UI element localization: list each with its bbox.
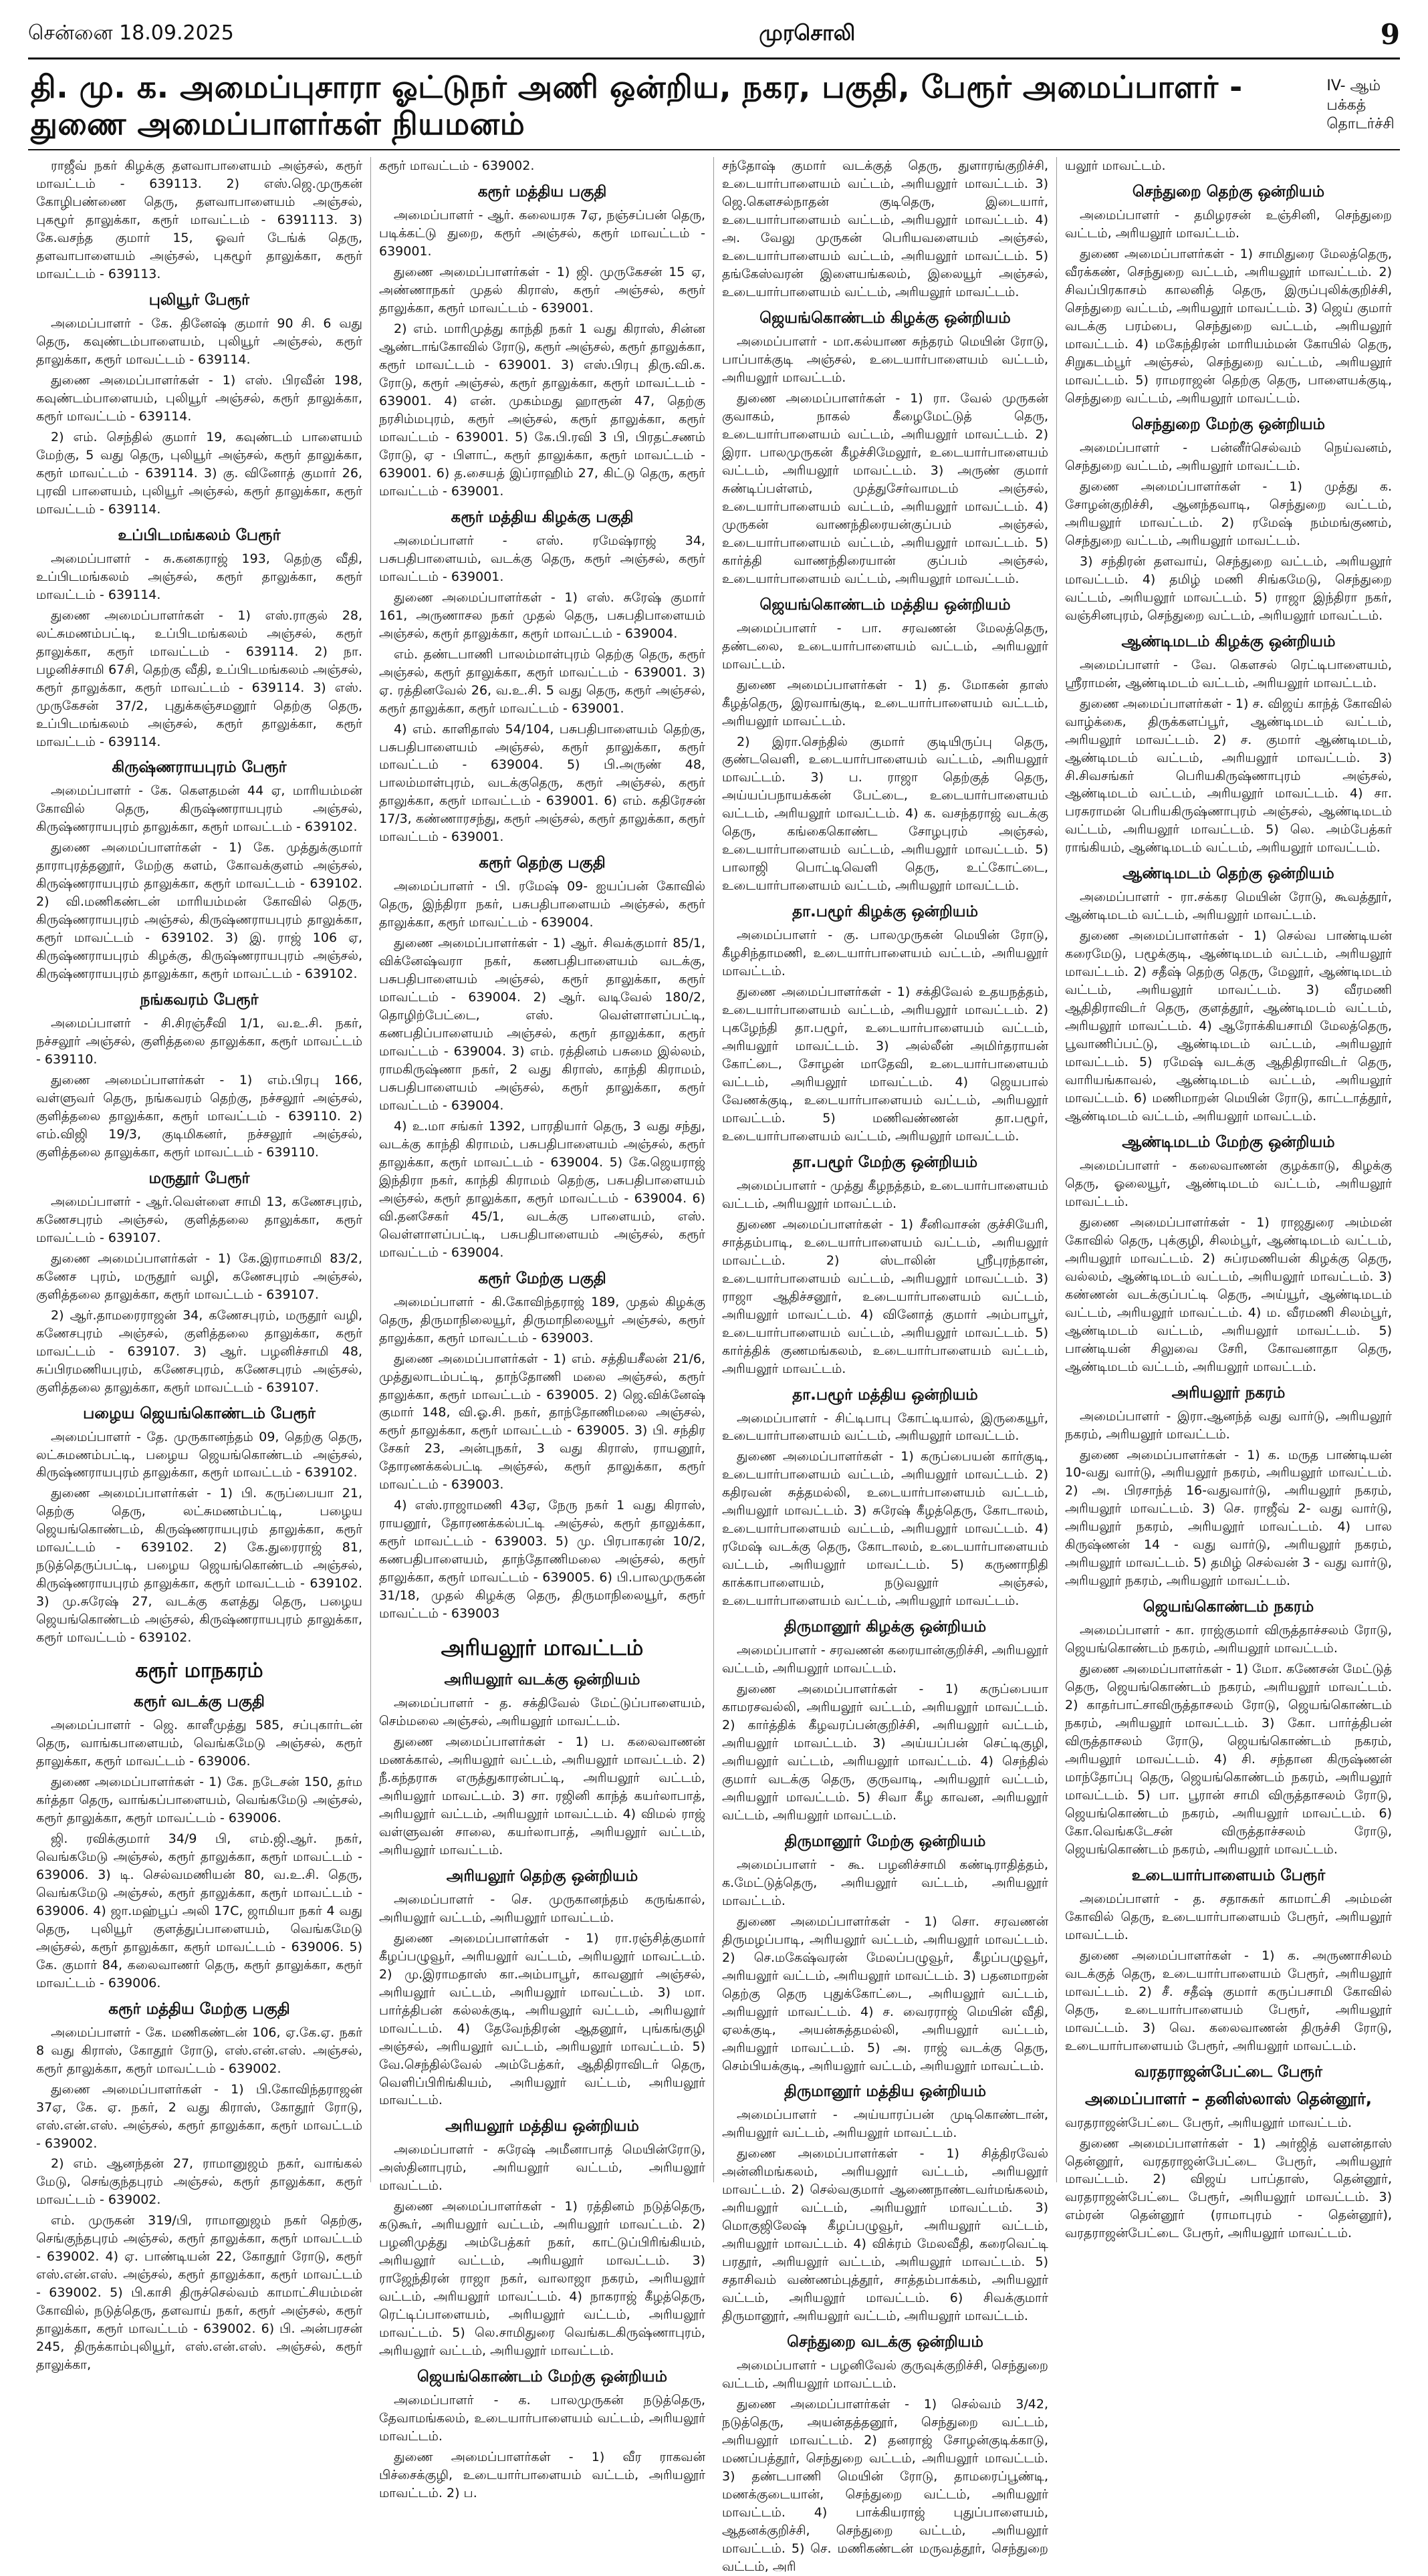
- body-paragraph: துணை அமைப்பாளர்கள் - 1) ஆர். சிவக்குமார் 85/1, விக்னேஷ்வரா நகர், கணபதிபாளையம் வடக்கு, பசுபதிபாளையம் அஞ்சல், கரூர் தாலுக்கா, கரூர் மாவட்டம் - 639004. 2) ஆர். வடிவேல் 180/2, தொழிற்பேட்டை, எஸ். வெள்ளாளப்பட்டி, கணபதிப்பாளையம் அஞ்சல், கரூர் தாலுக்கா, கரூர் மாவட்டம் - 639004. 3) எம். ரத்தினம் பசுமை இல்லம், ராமகிருஷ்ணா நகர், 2 வது கிராஸ், காந்தி கிராமம், பசுபதிபாளையம் அஞ்சல், கரூர் தாலுக்கா, கரூர் மாவட்டம் - 639004.: [379, 936, 705, 1113]
- body-paragraph: அமைப்பாளர் - கே. தினேஷ் குமார் 90 சி. 6 வது தெரு, கவுண்டம்பாளையம், புலியூர் அஞ்சல், கரூர் தாலுக்கா, கரூர் மாவட்டம் - 639114.: [36, 316, 362, 368]
- body-paragraph: அமைப்பாளர் - செ. முருகானந்தம் கருங்கால், அரியலூர் வட்டம், அரியலூர் மாவட்டம்.: [379, 1892, 705, 1925]
- body-paragraph: அமைப்பாளர் - க. பாலமுருகன் நடுத்தெரு, தேவாமங்கலம், உடையார்பாளையம் வட்டம், அரியலூர் மாவட்டம்.: [379, 2393, 705, 2444]
- body-paragraph: துணை அமைப்பாளர்கள் - 1) மோ. கணேசன் மேட்டுத் தெரு, ஜெயங்கொண்டம் நகரம், அரியலூர் மாவட்டம். 2) காதர்பாட்சாவிருத்தாசலம் ரோடு, ஜெயங்கொண்டம் நகரம், அரியலூர் மாவட்டம். 3) கோ. பார்த்திபன் விருத்தாசலம் ரோடு, ஜெயங்கொண்டம் நகரம், அரியலூர் மாவட்டம். 4) சி. சந்தான கிருஷ்ணன் மாந்தோப்பு தெரு, ஜெயங்கொண்டம் நகரம், அரியலூர் மாவட்டம். 5) பா. பூரான் சாமி விருத்தாசலம் ரோடு, ஜெயங்கொண்டம் நகரம், அரியலூர் மாவட்டம். 6) கோ.வெங்கடேசன் விருத்தாச்சலம் ரோடு, ஜெயங்கொண்டம் நகரம், அரியலூர் மாவட்டம்.: [1065, 1662, 1392, 1857]
- body-paragraph: அமைப்பாளர் - பன்னீர்செல்வம் நெய்வனம், செந்துறை வட்டம், அரியலூர் மாவட்டம்.: [1065, 440, 1392, 473]
- body-paragraph: அமைப்பாளர் - கே. மணிகண்டன் 106, ஏ.கே.ஏ. நகர் 8 வது கிராஸ், கோதூர் ரோடு, எஸ்.என்.எஸ். அஞ்சல், கரூர் தாலுக்கா, கரூர் மாவட்டம் - 639002.: [36, 2025, 362, 2076]
- body-paragraph: அமைப்பாளர் - ஆர். கலையரசு 7ஏ, நஞ்சப்பன் தெரு, படிக்கட்டு துறை, கரூர் அஞ்சல், கரூர் மாவட்டம் - 639001.: [379, 208, 705, 259]
- body-paragraph: துணை அமைப்பாளர்கள் - 1) எஸ். சுரேஷ் குமார் 161, அருணாசல நகர் முதல் தெரு, பசுபதிபாளையம் அஞ்சல், கரூர் தாலுக்கா, கரூர் மாவட்டம் - 639004.: [379, 590, 705, 641]
- body-paragraph: துணை அமைப்பாளர்கள் - 1) பி. கருப்பையா 21, தெற்கு தெரு, லட்சுமணம்பட்டி, பழைய ஜெயங்கொண்டம், கிருஷ்ணராயபுரம் தாலுக்கா, கரூர் மாவட்டம் - 639102. 2) கே.துரைராஜ் 81, நடுத்தெருப்பட்டி, பழைய ஜெயங்கொண்டம் அஞ்சல், கிருஷ்ணராயபுரம் தாலுக்கா, கரூர் மாவட்டம் - 639102. 3) மு.சுரேஷ் 27, வடக்கு களத்து தெரு, பழைய ஜெயங்கொண்டம் அஞ்சல், கிருஷ்ணராயபுரம் தாலுக்கா, கரூர் மாவட்டம் - 639102.: [36, 1486, 362, 1646]
- section-heading: அரியலூர் தெற்கு ஒன்றியம்: [446, 1867, 638, 1885]
- body-paragraph: அமைப்பாளர் - கா. ராஜ்குமார் விருத்தாச்சலம் ரோடு, ஜெயங்கொண்டம் நகரம், அரியலூர் மாவட்டம்.: [1065, 1623, 1392, 1656]
- district-heading: அரியலூர் மாவட்டம்: [441, 1635, 644, 1661]
- body-paragraph: அமைப்பாளர் - எஸ். ரமேஷ்ராஜ் 34, பசுபதிபாளையம், வடக்கு தெரு, கரூர் அஞ்சல், கரூர் மாவட்டம் - 639001.: [379, 533, 705, 584]
- body-paragraph: துணை அமைப்பாளர்கள் - 1) பி.கோவிந்தராஜன் 37ஏ, கே. ஏ. நகர், 2 வது கிராஸ், கோதூர் ரோடு, எஸ்.என்.எஸ். அஞ்சல், கரூர் தாலுக்கா, கரூர் மாவட்டம் - 639002.: [36, 2081, 362, 2151]
- section-heading: அரியலூர் நகரம்: [1171, 1384, 1286, 1402]
- section-heading: தா.பழூர் கிழக்கு ஒன்றியம்: [792, 903, 978, 921]
- masthead-strip: [28, 15, 1400, 53]
- body-paragraph: அமைப்பாளர் - ரா.சக்கர மெயின் ரோடு, கூவத்தூர், ஆண்டிமடம் வட்டம், அரியலூர் மாவட்டம்.: [1065, 890, 1392, 923]
- body-paragraph: அமைப்பாளர் - தே. முருகானந்தம் 09, தெற்கு தெரு, லட்சுமணம்பட்டி, பழைய ஜெயங்கொண்டம் அஞ்சல், கிருஷ்ணராயபுரம் தாலுக்கா, கரூர் மாவட்டம் - 639102.: [36, 1429, 362, 1480]
- body-paragraph: 4) உ.மா சங்கர் 1392, பாரதியார் தெரு, 3 வது சந்து, வடக்கு காந்தி கிராமம், பசுபதிபாளையம் அஞ்சல், கரூர் தாலுக்கா, கரூர் மாவட்டம் - 639004. 5) கே.ஜெயராஜ் இந்திரா நகர், காந்தி கிராமம் தெற்கு, பசுபதிபாளையம் அஞ்சல், கரூர் தாலுக்கா, கரூர் மாவட்டம் - 639004. 6) வி.தனசேகர் 45/1, வடக்கு பாளையம், எஸ். வெள்ளாளப்பட்டி, பசுபதிபாளையம் அஞ்சல், கரூர் மாவட்டம் - 639004.: [379, 1118, 705, 1260]
- section-heading: அரியலூர் மத்திய ஒன்றியம்: [445, 2117, 639, 2136]
- section-heading: ஜெயங்கொண்டம் மத்திய ஒன்றியம்: [759, 596, 1011, 614]
- body-paragraph: 2) எம். செந்தில் குமார் 19, கவுண்டம் பாளையம் மேற்கு, 5 வது தெரு, புலியூர் அஞ்சல், கரூர் தாலுக்கா, கரூர் மாவட்டம் - 639114. 3) கு. வினோத் குமார் 26, புரவி பாளையம், புலியூர் அஞ்சல், கரூர் தாலுக்கா, கரூர் மாவட்டம் - 639114.: [36, 429, 362, 517]
- body-paragraph: துணை அமைப்பாளர்கள் - 1) ராஜதுரை அம்மன் கோவில் தெரு, புக்குழி, சிலம்பூர், ஆண்டிமடம் வட்டம், அரியலூர் மாவட்டம். 2) சுப்ரமணியன் கிழக்கு தெரு, வல்லம், ஆண்டிமடம் வட்டம், அரியலூர் மாவட்டம். 3) கண்ணன் வடக்குப்பட்டி தெரு, அய்யூர், ஆண்டிமடம் வட்டம், அரியலூர் மாவட்டம். 4) ம. வீரமணி சிலம்பூர், ஆண்டிமடம் வட்டம், அரியலூர் மாவட்டம். 5) பாண்டியன் சிலுவை சேரி, கோவனாதா தெரு, ஆண்டிமடம் வட்டம், அரியலூர் மாவட்டம்.: [1065, 1214, 1392, 1374]
- body-paragraph: துணை அமைப்பாளர்கள் - 1) ஜி. முருகேசன் 15 ஏ, அண்ணாநகர் முதல் கிராஸ், கரூர் அஞ்சல், கரூர் தாலுக்கா, கரூர் மாவட்டம் - 639001.: [379, 265, 705, 316]
- body-paragraph: அமைப்பாளர் - பி. ரமேஷ் 09- ஐயப்பன் கோவில் தெரு, இந்திரா நகர், பசுபதிபாளையம் அஞ்சல், கரூர் தாலுக்கா, கரூர் மாவட்டம் - 639004.: [379, 879, 705, 930]
- section-heading: கரூர் வடக்கு பகுதி: [134, 1693, 265, 1711]
- body-paragraph: துணை அமைப்பாளர்கள் - 1) கே. நடேசன் 150, தர்ம கர்த்தா தெரு, வாங்கப்பாளையம், வெங்கமேடு அஞ்சல், கரூர் தாலுக்கா, கரூர் மாவட்டம் - 639006.: [36, 1775, 362, 1825]
- body-paragraph: அமைப்பாளர் - வே. கௌசல் ரெட்டிபாளையம், ஸ்ரீராமன், ஆண்டிமடம் வட்டம், அரியலூர் மாவட்டம்.: [1065, 657, 1392, 690]
- body-paragraph: துணை அமைப்பாளர்கள் - 1) ரா. வேல் முருகன் குவாகம், நாகல் கீழைமேட்டுத் தெரு, உடையார்பாளையம் வட்டம், அரியலூர் மாவட்டம். 2) இரா. பாலமுருகன் கீழச்சிமேலூர், உடையார்பாளையம் வட்டம், அரியலூர் மாவட்டம். 3) அருண் குமார் சுண்டிப்பள்ளம், முத்துசேர்வாமடம் அஞ்சல், உடையார்பாளையம் வட்டம், அரியலூர் மாவட்டம். 4) முருகன் வாணந்திரையன்குப்பம் அஞ்சல், உடையார்பாளையம் வட்டம், அரியலூர் மாவட்டம். 5) கார்த்தி வாணந்திரையான் குப்பம் அஞ்சல், உடையார்பாளையம் வட்டம், அரியலூர் மாவட்டம்.: [722, 391, 1048, 586]
- body-paragraph: அமைப்பாளர் - ஆர்.வெள்ளை சாமி 13, கணேசபுரம், கணேசபுரம் அஞ்சல், குளித்தலை தாலுக்கா, கரூர் மாவட்டம் - 639107.: [36, 1194, 362, 1245]
- section-heading: கரூர் மத்திய கிழக்கு பகுதி: [451, 508, 634, 526]
- article-columns: [28, 157, 1400, 2574]
- section-heading: திருமானூர் மேற்கு ஒன்றியம்: [784, 1832, 986, 1850]
- section-heading: நங்கவரம் பேரூர்: [140, 991, 259, 1009]
- body-paragraph: 2) எம். மாரிமுத்து காந்தி நகர் 1 வது கிராஸ், சின்ன ஆண்டாங்கோவில் ரோடு, கரூர் அஞ்சல், கரூர் தாலுக்கா, கரூர் மாவட்டம் - 639001. 3) எஸ்.பிரபு திரு.வி.க. ரோடு, கரூர் அஞ்சல், கரூர் தாலுக்கா, கரூர் மாவட்டம் - 639001. 4) என். முகம்மது ஹாரூன் 47, தெற்கு நரசிம்மபுரம், கரூர் அஞ்சல், கரூர் தாலுக்கா, கரூர் மாவட்டம் - 639001. 5) கே.பி.ரவி 3 பி, பிரதட்சணம் ரோடு, ஏ - பிளாட், கரூர் தாலுக்கா, கரூர் மாவட்டம் - 639001. 6) த.சையத் இப்ராஹிம் 27, கிட்டு தெரு, கரூர் மாவட்டம் - 639001.: [379, 321, 705, 499]
- body-paragraph: அமைப்பாளர் - கே. கௌதமன் 44 ஏ, மாரியம்மன் கோவில் தெரு, கிருஷ்ணராயபுரம் அஞ்சல், கிருஷ்ணராயபுரம் தாலுக்கா, கரூர் மாவட்டம் - 639102.: [36, 783, 362, 835]
- body-paragraph: அமைப்பாளர் - கு. பாலமுருகன் மெயின் ரோடு, கீழசிந்தாமணி, உடையார்பாளையம் வட்டம், அரியலூர் மாவட்டம்.: [722, 928, 1048, 979]
- column-2: [371, 157, 714, 2500]
- body-paragraph: துணை அமைப்பாளர்கள் - 1) முத்து க. சோழன்குறிச்சி, ஆனந்தவாடி, செந்துறை வட்டம், அரியலூர் மாவட்டம். 2) ரமேஷ் நம்மங்குணம், செந்துறை வட்டம், அரியலூர் மாவட்டம்.: [1065, 479, 1392, 548]
- body-paragraph: துணை அமைப்பாளர்கள் - 1) எம்.பிரபு 166, வள்ளுவர் தெரு, நங்கவரம் தெற்கு, நச்சலூர் அஞ்சல், குளித்தலை தாலுக்கா, கரூர் மாவட்டம் - 639110. 2) எம்.விஜி 19/3, குடிமிகனர், நச்சலூர் அஞ்சல், குளித்தலை தாலுக்கா, கரூர் மாவட்டம் - 639110.: [36, 1073, 362, 1160]
- body-paragraph: அமைப்பாளர் - பா. சரவணன் மேலத்தெரு, தண்டலை, உடையார்பாளையம் வட்டம், அரியலூர் மாவட்டம்.: [722, 620, 1048, 672]
- body-paragraph: துணை அமைப்பாளர்கள் - 1) கே.இராமசாமி 83/2, கணேச புரம், மருதூர் வழி, கணேசபுரம் அஞ்சல், குளித்தலை தாலுக்கா, கரூர் மாவட்டம் - 639107.: [36, 1251, 362, 1302]
- body-paragraph: 2) ஆர்.தாமரைராஜன் 34, கணேசபுரம், மருதூர் வழி, கணேசபுரம் அஞ்சல், குளித்தலை தாலுக்கா, கரூர் மாவட்டம் - 639107. 3) ஆர். பழனிச்சாமி 48, சுப்பிரமணியபுரம், கணேசபுரம், கணேசபுரம் அஞ்சல், குளித்தலை தாலுக்கா, கரூர் மாவட்டம் - 639107.: [36, 1307, 362, 1395]
- section-heading: ஆண்டிமடம் தெற்கு ஒன்றியம்: [1122, 865, 1334, 883]
- column-1: [28, 157, 371, 2373]
- body-paragraph: அமைப்பாளர் - சுரேஷ் அமீனாபாத் மெயின்ரோடு, அஸ்தினாபுரம், அரியலூர் வட்டம், அரியலூர் மாவட்டம்.: [379, 2142, 705, 2194]
- section-heading: தா.பழூர் மேற்கு ஒன்றியம்: [792, 1153, 978, 1171]
- section-heading: அரியலூர் வடக்கு ஒன்றியம்: [444, 1671, 640, 1689]
- section-heading: ஜெயங்கொண்டம் மேற்கு ஒன்றியம்: [416, 2368, 668, 2386]
- continuation-note: IV- ஆம் பக்கத் தொடர்ச்சி: [1326, 78, 1395, 133]
- body-paragraph: துணை அமைப்பாளர்கள் - 1) சித்திரவேல் அன்னிமங்கலம், அரியலூர் வட்டம், அரியலூர் மாவட்டம். 2) செல்வகுமார் ஆணைநாண்டவர்மங்கலம், அரியலூர் வட்டம், அரியலூர் மாவட்டம். 3) மொகுஜிலேஷ் கீழப்பழுவூர், அரியலூர் வட்டம், அரியலூர் மாவட்டம். 4) விக்ரம் மேலவீதி, கரைவெட்டி பரதூர், அரியலூர் வட்டம், அரியலூர் மாவட்டம். 5) சதாசிவம் வண்ணம்புத்தூர், சாத்தம்பாக்கம், அரியலூர் வட்டம், அரியலூர் மாவட்டம். 6) சிவக்குமார் திருமானூர், அரியலூர் வட்டம், அரியலூர் மாவட்டம்.: [722, 2146, 1048, 2324]
- body-paragraph: துணை அமைப்பாளர்கள் - 1) எஸ். பிரவீன் 198, கவுண்டம்பாளையம், புலியூர் அஞ்சல், கரூர் தாலுக்கா, கரூர் மாவட்டம் - 639114.: [36, 373, 362, 424]
- section-heading: கரூர் மத்திய மேற்கு பகுதி: [108, 2000, 290, 2018]
- body-paragraph: துணை அமைப்பாளர்கள் - 1) சீனிவாசன் குச்சியேரி, சாத்தம்பாடி, உடையார்பாளையம் வட்டம், அரியலூர் மாவட்டம். 2) ஸ்டாலின் ஸ்ரீபுரந்தான், உடையார்பாளையம் வட்டம், அரியலூர் மாவட்டம். 3) ராஜா ஆதிச்சனூர், உடையார்பாளையம் வட்டம், அரியலூர் மாவட்டம். 4) வினோத் குமார் அம்பாபூர், உடையார்பாளையம் வட்டம், அரியலூர் மாவட்டம். 5) கார்த்திக் குணமங்கலம், உடையார்பாளையம் வட்டம், அரியலூர் மாவட்டம்.: [722, 1216, 1048, 1376]
- section-heading: வரதராஜன்பேட்டை பேரூர்: [1134, 2063, 1323, 2081]
- body-paragraph: அமைப்பாளர் - அய்யாரப்பன் முடிகொண்டான், அரியலூர் வட்டம், அரியலூர் மாவட்டம்.: [722, 2107, 1048, 2141]
- body-paragraph: அமைப்பாளர் - சி.சிரஞ்சீவி 1/1, வ.உ.சி. நகர், நச்சலூர் அஞ்சல், குளித்தலை தாலுக்கா, கரூர் மாவட்டம் - 639110.: [36, 1016, 362, 1067]
- section-heading: பழைய ஜெயங்கொண்டம் பேரூர்: [83, 1404, 316, 1422]
- section-heading: செந்துறை வடக்கு ஒன்றியம்: [787, 2333, 983, 2351]
- body-paragraph: துணை அமைப்பாளர்கள் - 1) ரத்தினம் நடுத்தெரு, கடுகூர், அரியலூர் வட்டம், அரியலூர் மாவட்டம். 2) பழனிமுத்து அம்பேத்கர் நகர், காட்டுப்பிரிங்கியம், அரியலூர் வட்டம், அரியலூர் மாவட்டம். 3) ராஜேந்திரன் ராஜா நகர், வாலாஜா நகரம், அரியலூர் வட்டம், அரியலூர் மாவட்டம். 4) நாகராஜ் கீழத்தெரு, ரெட்டிப்பாளையம், அரியலூர் வட்டம், அரியலூர் மாவட்டம். 5) லெ.சாமிதுரை வெங்கடகிருஷ்ணாபுரம், அரியலூர் வட்டம், அரியலூர் மாவட்டம்.: [379, 2199, 705, 2359]
- issue-date: சென்னை 18.09.2025: [28, 21, 234, 45]
- section-heading: உடையார்பாளையம் பேரூர்: [1131, 1866, 1326, 1884]
- section-heading: செந்துறை மேற்கு ஒன்றியம்: [1131, 416, 1326, 433]
- section-heading: செந்துறை தெற்கு ஒன்றியம்: [1132, 183, 1325, 201]
- body-paragraph: துணை அமைப்பாளர்கள் - 1) க. மருத பாண்டியன் 10-வது வார்டு, அரியலூர் நகரம், அரியலூர் மாவட்டம். 2) அ. பிரசாந்த் 16-வதுவார்டு, அரியலூர் நகரம், அரியலூர் மாவட்டம். 3) செ. ராஜீவ் 2- வது வார்டு, அரியலூர் நகரம், அரியலூர் மாவட்டம். 4) பால கிருஷ்ணன் 14 - வது வார்டு, அரியலூர் நகரம், அரியலூர் மாவட்டம். 5) தமிழ் செல்வன் 3 - வது வார்டு, அரியலூர் நகரம், அரியலூர் மாவட்டம்.: [1065, 1447, 1392, 1589]
- region-heading: கரூர் மாநகரம்: [135, 1659, 263, 1683]
- body-paragraph: யலூர் மாவட்டம்.: [1065, 158, 1166, 174]
- headline-row: [28, 59, 1400, 149]
- emphasis-line: அமைப்பாளர் – தனிஸ்லாஸ் தென்னூர்,: [1085, 2089, 1372, 2108]
- body-paragraph: 3) சந்திரன் தளவாய், செந்துறை வட்டம், அரியலூர் மாவட்டம். 4) தமிழ் மணி சிங்கமேடு, செந்துறை வட்டம், அரியலூர் மாவட்டம். 5) ராஜா இந்திரா நகர், வஞ்சினபுரம், செந்துறை வட்டம், அரியலூர் மாவட்டம்.: [1065, 553, 1392, 623]
- body-paragraph: துணை அமைப்பாளர்கள் - 1) ப. கலைவாணன் மணக்கால், அரியலூர் வட்டம், அரியலூர் மாவட்டம். 2) நீ.கந்தராசு எருத்துகாரன்பட்டி, அரியலூர் வட்டம், அரியலூர் மாவட்டம். 3) சா. ரஜினி காந்த் கயர்லாபாத், அரியலூர் வட்டம், அரியலூர் மாவட்டம். 4) விமல் ராஜ் வள்ளுவன் சாலை, கயர்லாபாத், அரியலூர் வட்டம், அரியலூர் மாவட்டம்.: [379, 1734, 705, 1857]
- section-heading: தா.பழூர் மத்திய ஒன்றியம்: [792, 1386, 978, 1404]
- headline-rule: [28, 149, 1400, 150]
- body-paragraph: துணை அமைப்பாளர்கள் - 1) செல்வம் 3/42, நடுத்தெரு, அயன்தத்தனூர், செந்துறை வட்டம், அரியலூர் மாவட்டம். 2) தனராஜ் சோழன்குடிக்காடு, மணப்பத்தூர், செந்துறை வட்டம், அரியலூர் மாவட்டம். 3) தண்டபாணி மெயின் ரோடு, தாமரைப்பூண்டி, மணக்குடையான், செந்துறை வட்டம், அரியலூர் மாவட்டம். 4) பாக்கியராஜ் புதுப்பாளையம், ஆதனக்குறிச்சி, செந்துறை வட்டம், அரியலூர் மாவட்டம். 5) செ. மணிகண்டன் மருவத்தூர், செந்துறை வட்டம், அரி: [722, 2397, 1048, 2574]
- body-paragraph: அமைப்பாளர் - சிட்டிபாபு கோட்டியால், இருகையூர், உடையார்பாளையம் வட்டம், அரியலூர் மாவட்டம்.: [722, 1410, 1048, 1444]
- body-paragraph: அமைப்பாளர் - இரா.ஆனந்த் வது வார்டு, அரியலூர் நகரம், அரியலூர் மாவட்டம்.: [1065, 1408, 1392, 1442]
- body-paragraph: துணை அமைப்பாளர்கள் - 1) ரா.ரஞ்சித்குமார் கீழப்பழுவூர், அரியலூர் வட்டம், அரியலூர் மாவட்டம். 2) மு.இராமதாஸ் கா.அம்பாபூர், காவனூர் அஞ்சல், அரியலூர் வட்டம், அரியலூர் மாவட்டம். 3) மா. பார்த்திபன் கல்லக்குடி, அரியலூர் வட்டம், அரியலூர் மாவட்டம். 4) தேவேந்திரன் ஆதனூர், புங்கங்குழி அஞ்சல், அரியலூர் வட்டம், அரியலூர் மாவட்டம். 5) வே.செந்தில்வேல் அம்பேத்கர், ஆதிதிராவிடர் தெரு, வெளிப்பிரிங்கியம், அரியலூர் வட்டம், அரியலூர் மாவட்டம்.: [379, 1930, 705, 2108]
- section-heading: கரூர் தெற்கு பகுதி: [479, 854, 606, 872]
- section-heading: ஆண்டிமடம் மேற்கு ஒன்றியம்: [1122, 1133, 1335, 1151]
- section-heading: உப்பிடமங்கலம் பேரூர்: [118, 526, 281, 544]
- body-paragraph: அமைப்பாளர் - சு.கனகராஜ் 193, தெற்கு வீதி, உப்பிடமங்கலம் அஞ்சல், கரூர் தாலுக்கா, கரூர் மாவட்டம் - 639114.: [36, 551, 362, 602]
- body-paragraph: கரூர் மாவட்டம் - 639002.: [379, 158, 535, 174]
- main-headline: தி. மு. க. அமைப்புசாரா ஓட்டுநர் அணி ஒன்றிய, நகர, பகுதி, பேரூர் அமைப்பாளர் - துணை அமைப்பாளர்கள் நியமனம்: [31, 69, 1243, 142]
- body-paragraph: துணை அமைப்பாளர்கள் - 1) சாமிதுரை மேலத்தெரு, வீரக்கண், செந்துறை வட்டம், அரியலூர் மாவட்டம். 2) சிவப்பிரகாசம் காலனித் தெரு, இருப்புலிக்குறிச்சி, செந்துறை வட்டம், அரியலூர் மாவட்டம். 3) ஜெய் குமார் வடக்கு பரம்பை, செந்துறை வட்டம், அரியலூர் மாவட்டம். 4) மகேந்திரன் மாரியம்மன் கோயில் தெரு, சிறுகடம்பூர் அஞ்சல், செந்துறை வட்டம், அரியலூர் மாவட்டம். 5) ராமராஜன் தெற்கு தெரு, பாளையக்குடி, செந்துறை வட்டம், அரியலூர் மாவட்டம்.: [1065, 247, 1392, 406]
- body-paragraph: துணை அமைப்பாளர்கள் - 1) எஸ்.ராகுல் 28, லட்சுமணம்பட்டி, உப்பிடமங்கலம் அஞ்சல், கரூர் தாலுக்கா, கரூர் மாவட்டம் - 639114. 2) நா. பழனிச்சாமி 67சி, தெற்கு வீதி, உப்பிடமங்கலம் அஞ்சல், கரூர் தாலுக்கா, கரூர் மாவட்டம் - 639114. 3) எஸ். முருகேசன் 37/2, புதுக்கஞ்சமனூர் தெற்கு தெரு, உப்பிடமங்கலம் அஞ்சல், கரூர் தாலுக்கா, கரூர் மாவட்டம் - 639114.: [36, 608, 362, 749]
- body-paragraph: அமைப்பாளர் - த. சக்திவேல் மேட்டுப்பாளையம், செம்மலை அஞ்சல், அரியலூர் மாவட்டம்.: [379, 1696, 705, 1729]
- body-paragraph: துணை அமைப்பாளர்கள் - 1) செல்வ பாண்டியன் கரைமேடு, பழூக்குடி, ஆண்டிமடம் வட்டம், அரியலூர் மாவட்டம். 2) சதீஷ் தெற்கு தெரு, மேலூர், ஆண்டிமடம் வட்டம், அரியலூர் மாவட்டம். 3) வீரமணி ஆதிதிராவிடர் தெரு, குளத்தூர், ஆண்டிமடம் வட்டம், அரியலூர் மாவட்டம். 4) ஆரோக்கியசாமி மேலத்தெரு, பூவாணிப்பட்டு, ஆண்டிமடம் வட்டம், அரியலூர் மாவட்டம். 5) ரமேஷ் வடக்கு ஆதிதிராவிடர் தெரு, வாரியங்காவல், ஆண்டிமடம் வட்டம், அரியலூர் மாவட்டம். 6) மணிமாறன் மெயின் ரோடு, காட்டாத்தூர், ஆண்டிமடம் வட்டம், அரியலூர் மாவட்டம்.: [1065, 928, 1392, 1124]
- section-heading: திருமானூர் மத்திய ஒன்றியம்: [784, 2083, 987, 2101]
- section-heading: ஜெயங்கொண்டம் நகரம்: [1143, 1598, 1314, 1616]
- body-paragraph: ஜி. ரவிக்குமார் 34/9 பி, எம்.ஜி.ஆர். நகர், வெங்கமேடு அஞ்சல், கரூர் தாலுக்கா, கரூர் மாவட்டம் - 639006. 3) டி. செல்வமணியன் 80, வ.உ.சி. தெரு, வெங்கமேடு அஞ்சல், கரூர் தாலுக்கா, கரூர் மாவட்டம் - 639006. 4) ஜா.மஹ்பூப் அலி 17C, ஜாமியா நகர் 4 வது தெரு, புலியூர் குளத்துப்பாளையம், வெங்கமேடு அஞ்சல், கரூர் தாலுக்கா, கரூர் மாவட்டம் - 639006. 5) கே. குமார் 84, கலைவாணர் தெரு, கரூர் தாலுக்கா, கரூர் மாவட்டம் - 639006.: [36, 1831, 362, 1990]
- body-paragraph: எம். முருகன் 319/பி, ராமானுஜம் நகர் தெற்கு, செங்குந்தபுரம் அஞ்சல், கரூர் தாலுக்கா, கரூர் மாவட்டம் - 639002. 4) ஏ. பாண்டியன் 22, கோதூர் ரோடு, கரூர் எஸ்.என்.எஸ். அஞ்சல், கரூர் தாலுக்கா, கரூர் மாவட்டம் - 639002. 5) பி.காசி திருச்செல்வம் காமாட்சியம்மன் கோவில், நடுத்தெரு, தளவாய் நகர், கரூர் அஞ்சல், கரூர் தாலுக்கா, கரூர் மாவட்டம் - 639002. 6) பி. அன்பரசன் 245, திருக்காம்புலியூர், எஸ்.என்.எஸ். அஞ்சல், கரூர் தாலுக்கா,: [36, 2213, 362, 2373]
- body-paragraph: துணை அமைப்பாளர்கள் - 1) வீர ராகவன் பிச்சைக்குழி, உடையார்பாளையம் வட்டம், அரியலூர் மாவட்டம். 2) ப.: [379, 2449, 705, 2500]
- body-paragraph: அமைப்பாளர் - கலைவாணன் குழக்காடு, கிழக்கு தெரு, ஓலையூர், ஆண்டிமடம் வட்டம், அரியலூர் மாவட்டம்.: [1065, 1158, 1392, 1209]
- section-heading: கிருஷ்ணராயபுரம் பேரூர்: [112, 759, 287, 777]
- body-paragraph: ராஜீவ் நகர் கிழக்கு தளவாபாளையம் அஞ்சல், கரூர் மாவட்டம் - 639113. 2) எஸ்.ஜெ.முருகன் கோழிபண்ணை தெரு, தளவாபாளையம் அஞ்சல், புகழூர் தாலுக்கா, கரூர் மாவட்டம் - 6391113. 3) கே.வசந்த குமார் 15, ஓவர் டேங்க் தெரு, தளவாபாளையம் அஞ்சல், புகழூர் தாலுக்கா, கரூர் மாவட்டம் - 639113.: [36, 158, 362, 282]
- body-paragraph: அமைப்பாளர் - தமிழரசன் உஞ்சினி, செந்துறை வட்டம், அரியலூர் மாவட்டம்.: [1065, 208, 1392, 241]
- body-paragraph: துணை அமைப்பாளர்கள் - 1) எம். சத்தியசீலன் 21/6, முத்துலாடம்பட்டி, தாந்தோணி மலை அஞ்சல், கரூர் தாலுக்கா, கரூர் மாவட்டம் - 639005. 2) ஜெ.விக்னேஷ் குமார் 148, வி.ஓ.சி. நகர், தாந்தோணிமலை அஞ்சல், கரூர் தாலுக்கா, கரூர் மாவட்டம் - 639005. 3) பி. சந்திர சேகர் 23, அன்புநகர், 3 வது கிராஸ், ராயனூர், தோரணக்கல்பட்டி அஞ்சல், கரூர் தாலுக்கா, கரூர் மாவட்டம் - 639003.: [379, 1351, 705, 1493]
- body-paragraph: துணை அமைப்பாளர்கள் - 1) சொ. சரவணன் திருமழப்பாடி, அரியலூர் வட்டம், அரியலூர் மாவட்டம். 2) செ.மகேஷ்வரன் மேலப்பழுவூர், கீழப்பழுவூர், அரியலூர் வட்டம், அரியலூர் மாவட்டம். 3) பதனமாறன் தெற்கு தெரு புதுக்கோட்டை, அரியலூர் வட்டம், அரியலூர் மாவட்டம். 4) ச. வைரராஜ் மெயின் வீதி, ஏலக்குடி, அயன்சுத்தமல்லி, அரியலூர் வட்டம், அரியலூர் மாவட்டம். 5) அ. ராஜ் வடக்கு தெரு, செம்பியக்குடி, அரியலூர் வட்டம், அரியலூர் மாவட்டம்.: [722, 1914, 1048, 2073]
- body-paragraph: துணை அமைப்பாளர்கள் - 1) அர்ஜித் வளன்தாஸ் தென்னூர், வரதராஜன்பேட்டை பேரூர், அரியலூர் மாவட்டம். 2) விஜய் பாப்தாஸ், தென்னூர், வரதராஜன்பேட்டை பேரூர், அரியலூர் மாவட்டம். 3) எம்ரன் தென்னூர் (ராமாபுரம் - தென்னூர்), வரதராஜன்பேட்டை பேரூர், அரியலூர் மாவட்டம்.: [1065, 2136, 1392, 2241]
- page-number: 9: [1380, 17, 1400, 51]
- section-heading: கரூர் மேற்கு பகுதி: [478, 1269, 606, 1287]
- body-paragraph: அமைப்பாளர் - சரவணன் கரையான்குறிச்சி, அரியலூர் வட்டம், அரியலூர் மாவட்டம்.: [722, 1643, 1048, 1676]
- section-heading: புலியூர் பேரூர்: [148, 291, 250, 309]
- body-paragraph: 2) எம். ஆனந்தன் 27, ராமானுஜம் நகர், வாங்கல் மேடு, செங்குந்தபுரம் அஞ்சல், கரூர் தாலுக்கா, கரூர் மாவட்டம் - 639002.: [36, 2156, 362, 2208]
- body-paragraph: எம். தண்டபாணி பாலம்மாள்புரம் தெற்கு தெரு, கரூர் அஞ்சல், கரூர் தாலுக்கா, கரூர் மாவட்டம் - 639001. 3) ஏ. ரத்தினவேல் 26, வ.உ.சி. 5 வது தெரு, கரூர் அஞ்சல், கரூர் தாலுக்கா, கரூர் மாவட்டம் - 639001.: [379, 646, 705, 716]
- body-paragraph: துணை அமைப்பாளர்கள் - 1) சக்திவேல் உதயநத்தம், உடையார்பாளையம் வட்டம், அரியலூர் மாவட்டம். 2) புகழேந்தி தா.பழூர், உடையார்பாளையம் வட்டம், அரியலூர் மாவட்டம். 3) அல்லீன் அமிர்தராயன் கோட்டை, சோழன் மாதேவி, உடையார்பாளையம் வட்டம், அரியலூர் மாவட்டம். 4) ஜெயபால் வேணக்குடி, உடையார்பாளையம் வட்டம், அரியலூர் மாவட்டம். 5) மணிவண்ணன் தா.பழூர், உடையார்பாளையம் வட்டம், அரியலூர் மாவட்டம்.: [722, 985, 1048, 1144]
- column-4: [1057, 157, 1400, 2241]
- paper-name: முரசொலி: [759, 20, 856, 45]
- body-paragraph: அமைப்பாளர் - கி.கோவிந்தராஜ் 189, முதல் கிழக்கு தெரு, திருமாநிலையூர், திருமாநிலையூர் அஞ்சல், கரூர் தாலுக்கா, கரூர் மாவட்டம் - 639003.: [379, 1294, 705, 1345]
- section-heading: மருதூர் பேரூர்: [148, 1169, 250, 1187]
- body-paragraph: அமைப்பாளர் - கூ. பழனிச்சாமி கண்டிராதித்தம், க.மேட்டுத்தெரு, அரியலூர் வட்டம், அரியலூர் மாவட்டம்.: [722, 1857, 1048, 1908]
- body-paragraph: துணை அமைப்பாளர்கள் - 1) த. மோகன் தாஸ் கீழத்தெரு, இரவாங்குடி, உடையார்பாளையம் வட்டம், அரியலூர் மாவட்டம்.: [722, 677, 1048, 729]
- body-paragraph: சந்தோஷ் குமார் வடக்குத் தெரு, துளாரங்குறிச்சி, உடையார்பாளையம் வட்டம், அரியலூர் மாவட்டம். 3) ஜெ.கௌசல்நாதன் குடிதெரு, இடையார், உடையார்பாளையம் வட்டம், அரியலூர் மாவட்டம். 4) அ. வேலு முருகன் பெரியவளையம் அஞ்சல், உடையார்பாளையம் வட்டம், அரியலூர் மாவட்டம். 5) தங்கேஸ்வரன் இளையங்கலம், இலையூர் அஞ்சல், உடையார்பாளையம் வட்டம், அரியலூர் மாவட்டம்.: [722, 158, 1048, 300]
- body-paragraph: 4) எஸ்.ராஜாமணி 43ஏ, நேரு நகர் 1 வது கிராஸ், ராயனூர், தோரணக்கல்பட்டி அஞ்சல், கரூர் தாலுக்கா, கரூர் மாவட்டம் - 639003. 5) மு. பிரபாகரன் 10/2, கணபதிபாளையம், தாந்தோணிமலை அஞ்சல், கரூர் தாலுக்கா, கரூர் மாவட்டம் - 639005. 6) பி.பாலமுருகன் 31/18, முதல் கிழக்கு தெரு, திருமாநிலையூர், கரூர் மாவட்டம் - 639003: [379, 1498, 705, 1622]
- body-paragraph: துணை அமைப்பாளர்கள் - 1) கருப்பையா காமரசவல்லி, அரியலூர் வட்டம், அரியலூர் மாவட்டம். 2) கார்த்திக் கீழவரப்பன்குறிச்சி, அரியலூர் வட்டம், அரியலூர் மாவட்டம். 3) அய்யப்பன் செட்டிகுழி, அரியலூர் வட்டம், அரியலூர் மாவட்டம். 4) செந்தில் குமார் வடக்கு தெரு, குருவாடி, அரியலூர் வட்டம், அரியலூர் மாவட்டம். 5) சிவா கீழ காவன, அரியலூர் வட்டம், அரியலூர் மாவட்டம்.: [722, 1682, 1048, 1823]
- body-paragraph: அமைப்பாளர் - முத்து கீழநத்தம், உடையார்பாளையம் வட்டம், அரியலூர் மாவட்டம்.: [722, 1178, 1048, 1211]
- body-paragraph: 4) எம். காளிதாஸ் 54/104, பசுபதிபாளையம் தெற்கு, பசுபதிபாளையம் அஞ்சல், கரூர் தாலுக்கா, கரூர் மாவட்டம் - 639004. 5) பி.அருண் 48, பாலம்மாள்புரம், வடக்குதெரு, கரூர் அஞ்சல், கரூர் தாலுக்கா, கரூர் மாவட்டம் - 639001. 6) எம். கதிரேசன் 17/3, கண்ணாரசந்து, கரூர் அஞ்சல், கரூர் தாலுக்கா, கரூர் மாவட்டம் - 639001.: [379, 721, 705, 845]
- section-heading: ஜெயங்கொண்டம் கிழக்கு ஒன்றியம்: [759, 309, 1011, 328]
- body-paragraph: 2) இரா.செந்தில் குமார் குடியிருப்பு தெரு, குண்டவெளி, உடையார்பாளையம் வட்டம், அரியலூர் மாவட்டம். 3) ப. ராஜா தெற்குத் தெரு, அய்யப்பநாயக்கன் பேட்டை, உடையார்பாளையம் வட்டம், அரியலூர் மாவட்டம். 4) க. வசந்தராஜ் வடக்கு தெரு, கங்கைகொண்ட சோழபுரம் அஞ்சல், உடையார்பாளையம் வட்டம், அரியலூர் மாவட்டம். 5) பாலாஜி பொட்டிவெளி தெரு, உட்கோட்டை, உடையார்பாளையம் வட்டம், அரியலூர் மாவட்டம்.: [722, 734, 1048, 894]
- body-paragraph: துணை அமைப்பாளர்கள் - 1) கே. முத்துக்குமார் தாராபுரத்தனூர், மேற்கு களம், கோவக்குளம் அஞ்சல், கிருஷ்ணராயபுரம் தாலுக்கா, கரூர் மாவட்டம் - 639102. 2) வி.மணிகண்டன் மாரியம்மன் கோவில் தெரு, கிருஷ்ணராயபுரம் அஞ்சல், கிருஷ்ணராயபுரம் தாலுக்கா, கரூர் மாவட்டம் - 639102. 3) இ. ராஜ் 106 ஏ, கிருஷ்ணராயபுரம் கிழக்கு, கிருஷ்ணராயபுரம் அஞ்சல், கிருஷ்ணராயபுரம் தாலுக்கா, கரூர் மாவட்டம் - 639102.: [36, 840, 362, 982]
- body-paragraph: வரதராஜன்பேட்டை பேரூர், அரியலூர் மாவட்டம்.: [1065, 2115, 1352, 2130]
- section-heading: திருமானூர் கிழக்கு ஒன்றியம்: [784, 1618, 987, 1636]
- body-paragraph: அமைப்பாளர் - மா.கல்யாண சுந்தரம் மெயின் ரோடு, பாப்பாக்குடி அஞ்சல், உடையார்பாளையம் வட்டம், அரியலூர் மாவட்டம்.: [722, 334, 1048, 386]
- body-paragraph: அமைப்பாளர் - ஜெ. காளீமுத்து 585, சப்புகார்டன் தெரு, வாங்கபாளையம், வெங்கமேடு அஞ்சல், கரூர் தாலுக்கா, கரூர் மாவட்டம் - 639006.: [36, 1718, 362, 1769]
- body-paragraph: அமைப்பாளர் - த. சதாசுகர் காமாட்சி அம்மன் கோவில் தெரு, உடையார்பாளையம் பேரூர், அரியலூர் மாவட்டம்.: [1065, 1891, 1392, 1942]
- section-heading: கரூர் மத்திய பகுதி: [477, 183, 607, 201]
- body-paragraph: துணை அமைப்பாளர்கள் - 1) கருப்பையன் கார்குடி, உடையார்பாளையம் வட்டம், அரியலூர் மாவட்டம். 2) கதிரவன் சுத்தமல்லி, உடையார்பாளையம் வட்டம், அரியலூர் மாவட்டம். 3) சுரேஷ் கீழத்தெரு, கோடாலம், உடையார்பாளையம் வட்டம், அரியலூர் மாவட்டம். 4) ரமேஷ் வடக்கு தெரு, கோடாலம், உடையார்பாளையம் வட்டம், அரியலூர் மாவட்டம். 5) கருணாநிதி காக்காபாளையம், நடுவலூர் அஞ்சல், உடையார்பாளையம் வட்டம், அரியலூர் மாவட்டம்.: [722, 1449, 1048, 1609]
- section-heading: ஆண்டிமடம் கிழக்கு ஒன்றியம்: [1121, 632, 1336, 650]
- body-paragraph: அமைப்பாளர் - பழனிவேல் குருவுக்குறிச்சி, செந்துறை வட்டம், அரியலூர் மாவட்டம்.: [722, 2358, 1048, 2392]
- body-paragraph: துணை அமைப்பாளர்கள் - 1) க. அருணாசிலம் வடக்குத் தெரு, உடையார்பாளையம் பேரூர், அரியலூர் மாவட்டம். 2) சீ. சதீஷ் குமார் கருப்பசாமி கோவில் தெரு, உடையார்பாளையம் பேரூர், அரியலூர் மாவட்டம். 3) வெ. கலைவாணன் திருச்சி ரோடு, உடையார்பாளையம் பேரூர், அரியலூர் மாவட்டம்.: [1065, 1948, 1392, 2053]
- body-paragraph: துணை அமைப்பாளர்கள் - 1) ச. விஜய் காந்த் கோவில் வாழ்க்கை, திருக்களப்பூர், ஆண்டிமடம் வட்டம், அரியலூர் மாவட்டம். 2) ச. குமார் ஆண்டிமடம், ஆண்டிமடம் வட்டம், அரியலூர் மாவட்டம். 3) சி.சிவசங்கர் பெரியகிருஷ்ணாபுரம் அஞ்சல், ஆண்டிமடம் வட்டம், அரியலூர் மாவட்டம். 4) சா. பரசுராமன் பெரியகிருஷ்ணாபுரம் அஞ்சல், ஆண்டிமடம் வட்டம், அரியலூர் மாவட்டம். 5) லெ. அம்பேத்கர் ராங்கியம், ஆண்டிமடம் வட்டம், அரியலூர் மாவட்டம்.: [1065, 696, 1392, 856]
- column-3: [714, 157, 1057, 2574]
